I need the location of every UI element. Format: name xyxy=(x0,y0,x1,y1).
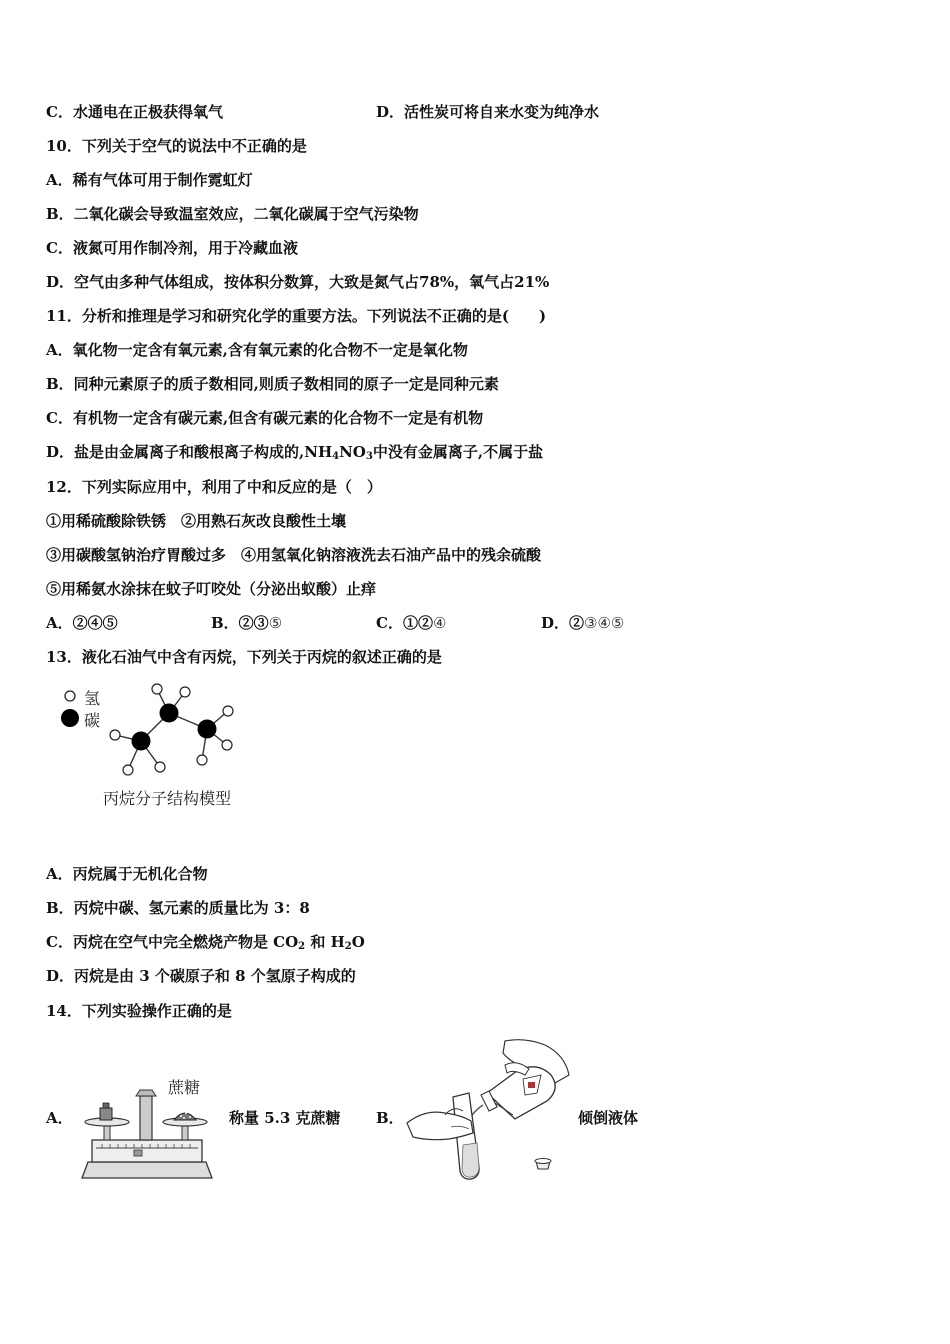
q13-stem: 13．液化石油气中含有丙烷，下列关于丙烷的叙述正确的是 xyxy=(46,648,442,666)
sugar-label: 蔗糖 xyxy=(168,1078,201,1097)
balance-scale-illustration xyxy=(78,1088,216,1183)
carbon-atom-icon xyxy=(198,720,217,739)
q10-stem: 10．下列关于空气的说法中不正确的是 xyxy=(46,137,307,155)
q13-option-c-text-1: C．丙烷在空气中完全燃烧产物是 CO xyxy=(46,933,299,951)
q10-option-c: C．液氮可用作制冷剂，用于冷藏血液 xyxy=(46,239,298,257)
q13-option-c-text-3: O xyxy=(351,933,365,951)
q11-option-a: A．氧化物一定含有氧元素,含有氧元素的化合物不一定是氧化物 xyxy=(46,341,468,359)
q9-option-d: D．活性炭可将自来水变为纯净水 xyxy=(376,103,600,121)
q11-option-c: C．有机物一定含有碳元素,但含有碳元素的化合物不一定是有机物 xyxy=(46,409,484,427)
q14-option-b-letter: B． xyxy=(376,1109,404,1127)
hydrogen-atom-icon xyxy=(180,687,190,697)
q13-option-a: A．丙烷属于无机化合物 xyxy=(46,865,208,883)
carbon-atom-icon xyxy=(160,704,179,723)
q11-option-d-text-2: NO xyxy=(339,443,366,461)
q12-option-d xyxy=(541,613,624,633)
q14-stem: 14．下列实验操作正确的是 xyxy=(46,1002,232,1020)
propane-figure-caption: 丙烷分子结构模型 xyxy=(103,789,232,808)
legend-hydrogen-label: 氢 xyxy=(84,689,101,708)
q13-option-d: D．丙烷是由 3 个碳原子和 8 个氢原子构成的 xyxy=(46,967,356,985)
pouring-liquid-illustration xyxy=(405,1035,573,1185)
hydrogen-atom-icon xyxy=(222,740,232,750)
q11-option-d-text-3: 中没有金属离子,不属于盐 xyxy=(372,443,544,461)
q13-option-c-sub-1: 2 xyxy=(298,941,306,952)
hydrogen-atom-icon xyxy=(155,762,165,772)
q12-option-b xyxy=(211,613,282,633)
hydrogen-atom-icon xyxy=(152,684,162,694)
hydrogen-atom-icon xyxy=(197,755,207,765)
q11-option-d-text-1: D．盐是由金属离子和酸根离子构成的,NH xyxy=(46,443,333,461)
q12-option-c xyxy=(376,613,446,633)
hydrogen-atom-icon xyxy=(123,765,133,775)
q13-option-c xyxy=(46,932,365,957)
q13-option-c-sub-2: 2 xyxy=(344,941,352,952)
q12-option-d-text: D．② xyxy=(541,614,585,632)
legend-carbon-label: 碳 xyxy=(84,711,101,730)
legend-hydrogen-atom-icon xyxy=(65,691,75,701)
q12-option-b-text: B．②③ xyxy=(211,614,269,632)
q14-option-a-text: 称量 5.3 克蔗糖 xyxy=(229,1109,341,1127)
q11-option-d xyxy=(46,442,543,467)
q14-option-a-letter: A． xyxy=(46,1109,73,1127)
hydrogen-atom-icon xyxy=(223,706,233,716)
q13-option-c-text-2: 和 H xyxy=(305,933,345,951)
hydrogen-atom-icon xyxy=(110,730,120,740)
q10-option-a: A．稀有气体可用于制作霓虹灯 xyxy=(46,171,253,189)
carbon-atom-icon xyxy=(132,732,151,751)
q14-option-b-text: 倾倒液体 xyxy=(578,1109,639,1127)
q12-stem: 12．下列实际应用中，利用了中和反应的是（ ） xyxy=(46,478,382,496)
legend-carbon-atom-icon xyxy=(61,709,79,727)
q12-item-5: ⑤用稀氨水涂抹在蚊子叮咬处（分泌出蚁酸）止痒 xyxy=(46,580,377,598)
q12-option-b-circled: ⑤ xyxy=(268,614,283,632)
q12-item-3-4: ③用碳酸氢钠治疗胃酸过多 ④用氢氧化钠溶液洗去石油产品中的残余硫酸 xyxy=(46,546,542,564)
q11-option-d-sub-2: 3 xyxy=(365,451,373,462)
q11-stem: 11．分析和推理是学习和研究化学的重要方法。下列说法不正确的是( ) xyxy=(46,307,547,325)
q9-option-c: C．水通电在正极获得氧气 xyxy=(46,103,223,121)
q10-option-d: D．空气由多种气体组成，按体积分数算，大致是氮气占78%，氧气占21% xyxy=(46,273,550,291)
q12-option-c-text: C．①② xyxy=(376,614,433,632)
q13-option-b: B．丙烷中碳、氢元素的质量比为 3：8 xyxy=(46,899,310,917)
q11-option-d-sub-1: 4 xyxy=(332,451,340,462)
q12-option-a: A．②④⑤ xyxy=(46,614,118,632)
q10-option-b: B．二氧化碳会导致温室效应，二氧化碳属于空气污染物 xyxy=(46,205,419,223)
q12-option-c-circled: ④ xyxy=(432,614,447,632)
q11-option-b: B．同种元素原子的质子数相同,则质子数相同的原子一定是同种元素 xyxy=(46,375,499,393)
q12-option-d-circled: ③④⑤ xyxy=(584,614,625,632)
q12-item-1-2: ①用稀硫酸除铁锈 ②用熟石灰改良酸性土壤 xyxy=(46,512,347,530)
